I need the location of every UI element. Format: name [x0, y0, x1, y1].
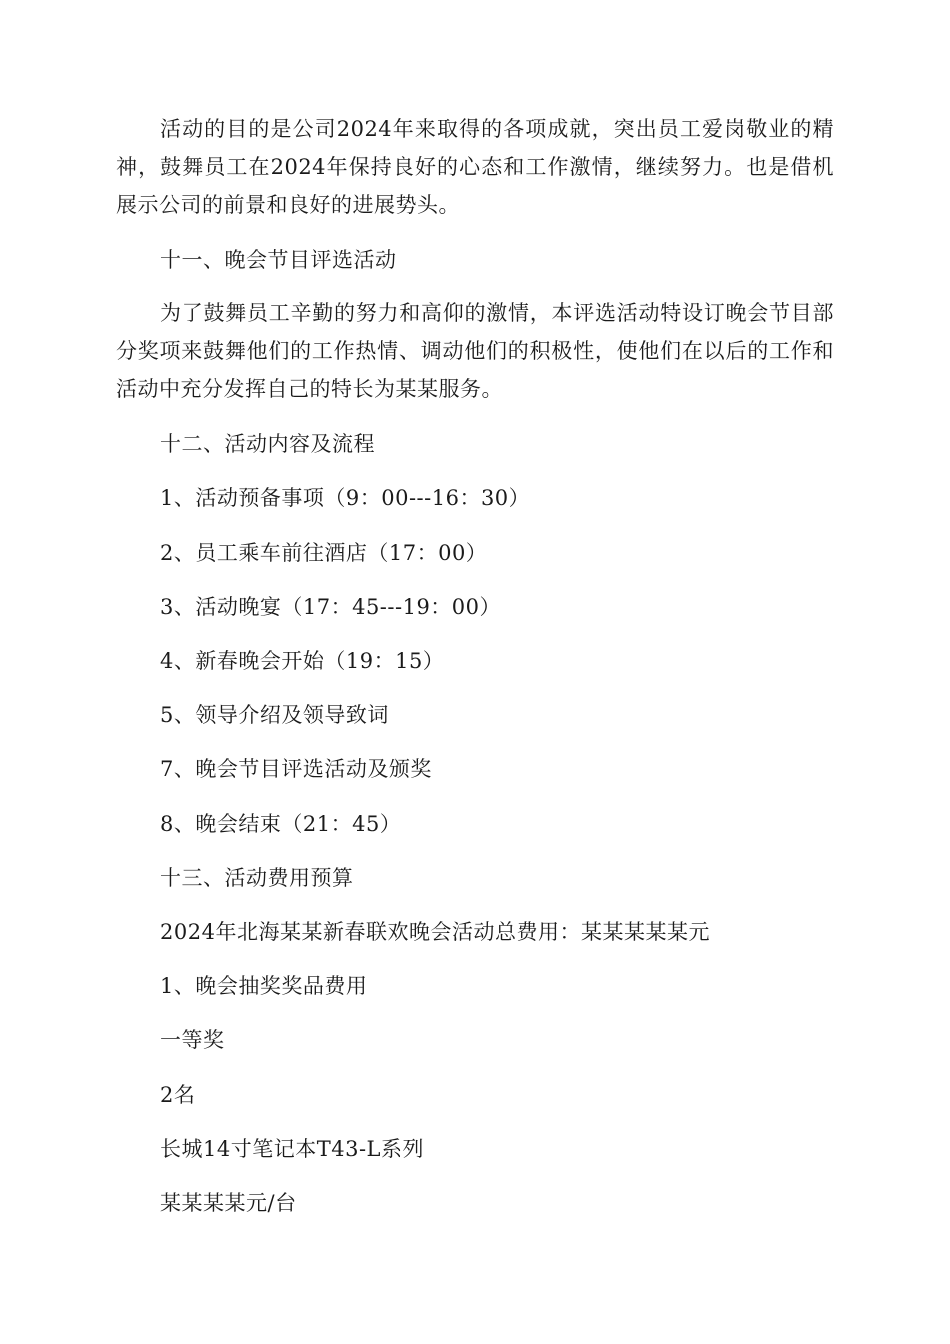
list-item: 2、员工乘车前往酒店（17：00） [160, 541, 488, 565]
lottery-heading: 1、晚会抽奖奖品费用 [160, 974, 368, 998]
paragraph-purpose: 活动的目的是公司2024年来取得的各项成就，突出员工爱岗敬业的精神，鼓舞员工在2024年保持良好的心态和工作激情，继续努力。也是借机展示公司的前景和良好的进展势头。 [116, 117, 834, 217]
prize-count: 2名 [160, 1083, 196, 1107]
heading-section-11: 十一、晚会节目评选活动 [160, 248, 397, 272]
paragraph-evaluation: 为了鼓舞员工辛勤的努力和高仰的激情，本评选活动特设订晚会节目部分奖项来鼓舞他们的工作热情、调动他们的积极性，使他们在以后的工作和活动中充分发挥自己的特长为某某服务。 [116, 301, 834, 401]
heading-section-12: 十二、活动内容及流程 [160, 432, 375, 456]
list-item: 4、新春晚会开始（19：15） [160, 649, 445, 673]
prize-item: 长城14寸笔记本T43-L系列 [160, 1137, 424, 1161]
list-item: 7、晚会节目评选活动及颁奖 [160, 757, 432, 781]
list-item: 3、活动晚宴（17：45---19：00） [160, 595, 502, 619]
heading-section-13: 十三、活动费用预算 [160, 866, 354, 890]
list-item: 5、领导介绍及领导致词 [160, 703, 389, 727]
prize-level: 一等奖 [160, 1028, 225, 1052]
prize-price: 某某某某元/台 [160, 1191, 297, 1215]
list-item: 8、晚会结束（21：45） [160, 812, 402, 836]
budget-total: 2024年北海某某新春联欢晚会活动总费用：某某某某某元 [160, 920, 710, 944]
list-item: 1、活动预备事项（9：00---16：30） [160, 486, 531, 510]
